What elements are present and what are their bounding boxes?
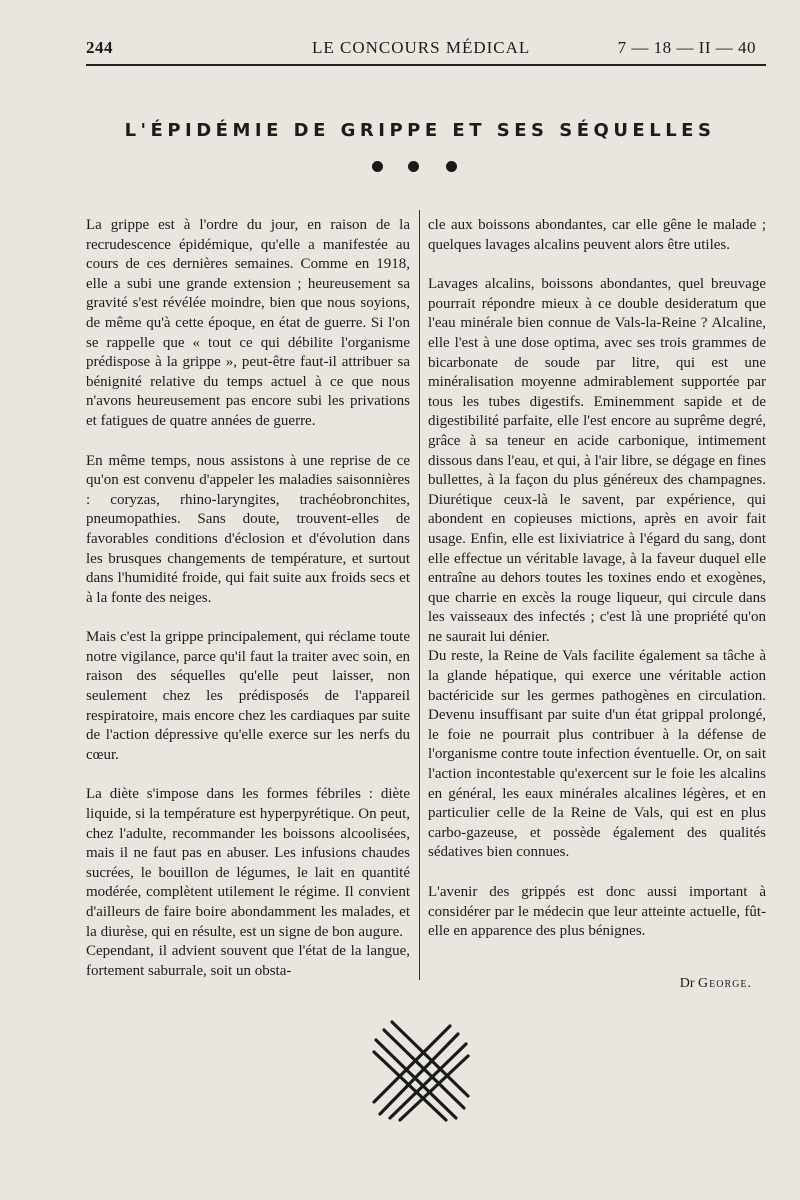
crosshatch-ornament-icon <box>370 1018 470 1122</box>
issue-date: 7 — 18 — II — 40 <box>617 38 756 57</box>
article-title: L'ÉPIDÉMIE DE GRIPPE ET SES SÉQUELLES <box>124 120 716 141</box>
paragraph: L'avenir des grippés est donc aussi important à considérer par le médecin que leur atteinte actuelle, fût-elle en apparence des plus bénignes. <box>428 884 766 940</box>
dot-icon <box>372 161 383 172</box>
paragraph: En même temps, nous assistons à une reprise de ce qu'on est convenu d'appeler les maladies saisonnières : coryzas, rhino-laryngites, trachéobronchites, pneumopathies. Sans doute, trouvent-elles de favorables conditions d'éclosion et d'évolution dans les brusques changements de température, et surtout dans l'humidité froide, qui fait suite aux froids secs et à la fonte des neiges. <box>86 452 410 606</box>
author-signature <box>680 976 752 992</box>
paragraph: La diète s'impose dans les formes fébriles : diète liquide, si la température est hyperpyrétique. On peut, chez l'adulte, recommander les boissons alcoolisées, mais il ne faut pas en abuser. Les infusions chaudes sucrées, le bouillon de légumes, le lait en quantité modérée, complètent utilement le régime. Il convient d'ailleurs de faire boire abondamment les malades, et la diurèse, qui en résulte, est un signe de bon augure. <box>86 786 410 940</box>
header-rule <box>86 64 766 66</box>
journal-title: LE CONCOURS MÉDICAL <box>312 38 531 57</box>
page-number: 244 <box>86 38 113 57</box>
paragraph: La grippe est à l'ordre du jour, en raison de la recrudescence épidémique, qu'elle a manifestée au cours de ces dernières semaines. Comme en 1918, elle a subi une grande extension ; heureusement sa gravité s'est révélée moindre, bien que nous soyions, de même qu'à cette époque, en état de guerre. Si l'on se rappelle que « tout ce qui débilite l'organisme prédispose à la grippe », peut-être faut-il attribuer sa bénignité relative du temps actuel à ce que nous n'avons heureusement pas encore subi les privations et fatigues de quatre années de guerre. <box>86 217 410 429</box>
dot-icon <box>408 161 419 172</box>
left-column <box>86 216 410 981</box>
title-dots-ornament <box>368 158 478 178</box>
column-divider <box>419 210 420 980</box>
paragraph: cle aux boissons abondantes, car elle gêne le malade ; quelques lavages alcalins peuvent alors être utiles. <box>428 217 766 253</box>
dot-icon <box>446 161 457 172</box>
signature-prefix: Dr <box>679 976 695 991</box>
paragraph: Du reste, la Reine de Vals facilite également sa tâche à la glande hépatique, qui exerce une véritable action bactéricide sur les germes pathogènes en circulation. Devenu insuffisant par suite d'un état grippal prolongé, le foie ne pourrait plus contribuer à la défense de l'organisme contre toute infection éventuelle. Or, on sait l'action incontestable qu'exercent sur le foie les alcalins en général, les eaux minérales alcalines légères, et en particulier celle de la Reine de Vals, qui est en plus carbo-gazeuse, et possède également des qualités sédatives bien connues. <box>428 648 766 861</box>
paragraph: Lavages alcalins, boissons abondantes, quel breuvage pourrait répondre mieux à ce double desideratum que l'eau minérale bien connue de Vals-la-Reine ? Alcaline, elle l'est à une dose optima, avec ses trois grammes de bicarbonate de soude par litre, qui est une minéralisation moyenne admirablement supportée par tous les tubes digestifs. Eminemment sapide et de digestibilité parfaite, elle l'est encore au suprême degré, grâce à sa teneur en acide carbonique, intimement dissous dans l'eau, et qui, à l'air libre, se dégage en fines bullettes, à la façon du plus généreux des champagnes. Diurétique ceux-là le savent, par expérience, qui abondent en copieuses mictions, après en avoir fait usage. Enfin, elle est lixiviatrice à l'égard du sang, dont elle effectue un véritable lavage, à la faveur duquel elle entraîne au dehors toutes les toxines endo et exogènes, que charrie en excès la rouge liqueur, qui circule dans les vaisseaux des infectés ; c'est là une propriété qu'on ne saurait lui dénier. <box>428 276 766 645</box>
signature-name: George. <box>698 976 752 991</box>
right-column <box>428 216 766 942</box>
paragraph: Mais c'est la grippe principalement, qui réclame toute notre vigilance, parce qu'il faut la traiter avec soin, en raison des séquelles qu'elle peut laisser, non seulement chez les prédisposés de l'appareil respiratoire, mais encore chez les cardiaques par suite de l'action dépressive qu'elle exerce sur les nerfs du cœur. <box>86 629 410 763</box>
paragraph: Cependant, il advient souvent que l'état de la langue, fortement saburrale, soit un obsta- <box>86 943 410 979</box>
